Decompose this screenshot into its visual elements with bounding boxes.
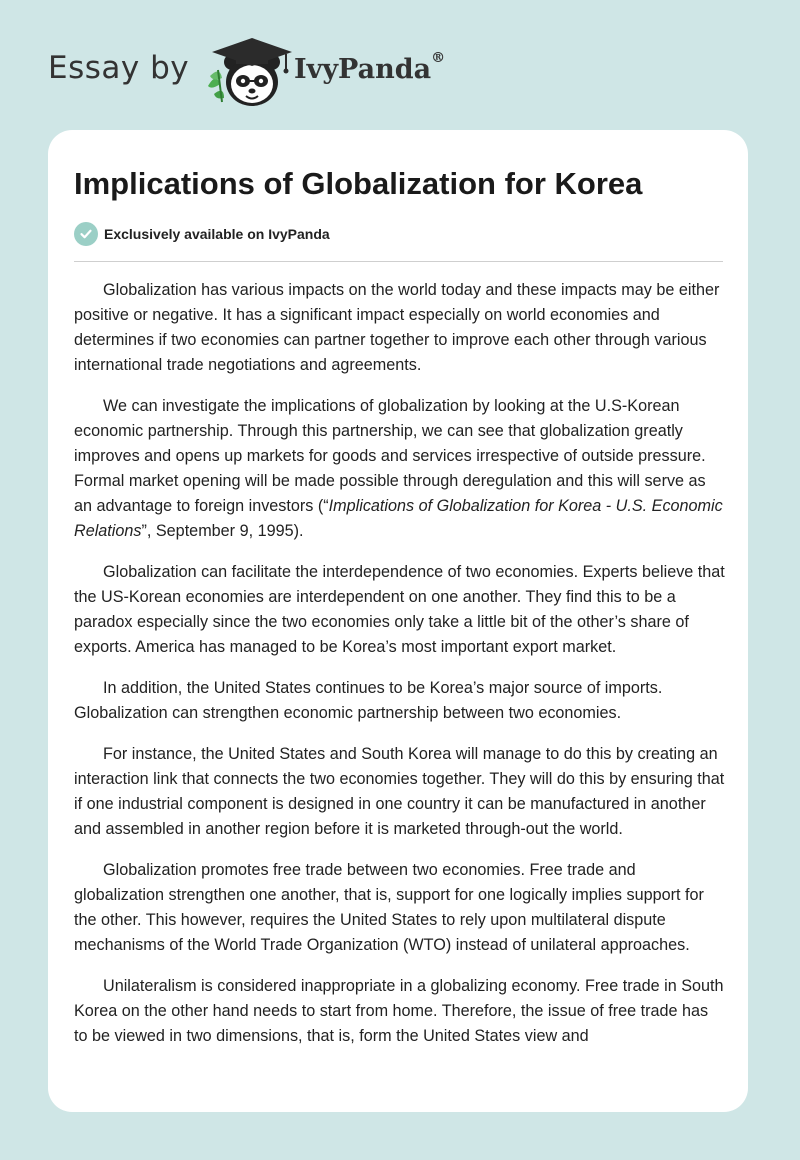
paragraph-5: For instance, the United States and South Korea will manage to do this by creating an interaction link that connects the two economies together. They will do this by ensuring that if one industrial component is designed in one country it can be manufactured in another and assembled in another region before it is marketed through-out the world. (74, 745, 725, 838)
paragraph-7: Unilateralism is considered inappropriate in a globalizing economy. Free trade in South Korea on the other hand needs to start from home. Therefore, the issue of free trade has to be viewed in two dimensions, that is, form the United States view and (74, 977, 724, 1045)
exclusive-badge-label: Exclusively available on IvyPanda (104, 226, 330, 242)
registered-mark: ® (431, 50, 446, 66)
paragraph-6: Globalization promotes free trade between two economies. Free trade and globalization strengthen one another, that is, support for one logically implies support for the other. This however, requires the United States to rely upon multilateral dispute mechanisms of the World Trade Organization (WTO) instead of unilateral approaches. (74, 861, 704, 954)
exclusive-badge (74, 222, 330, 246)
essay-body (74, 278, 726, 1065)
paragraph-1: Globalization has various impacts on the world today and these impacts may be either positive or negative. It has a significant impact especially on world economies and determines if two economies can partner together to improve each other through various international trade negotiations and agreements. (74, 281, 720, 374)
brand-label: IvyPanda (294, 54, 432, 85)
title-divider (74, 261, 723, 262)
essay-by-label: Essay by (48, 50, 190, 86)
paragraph-4: In addition, the United States continues to be Korea’s major source of imports. Globalization can strengthen economic partnership between two economies. (74, 679, 663, 722)
essay-card (48, 130, 748, 1112)
panda-logo-icon[interactable] (200, 36, 300, 108)
paragraph-2-text: We can investigate the implications of globalization by looking at the U.S-Korean economic partnership. Through this partnership, we can see that globalization greatly improves and opens up markets for goods and services irrespective of outside pressure. Formal market opening will be made possible through deregulation and this will serve as an advantage to foreign investors (“ (74, 397, 706, 515)
page-title: Implications of Globalization for Korea (74, 166, 643, 201)
site-header (48, 36, 748, 116)
citation-title: Implications of Globalization for Korea - U.S. Economic Relations (74, 497, 723, 540)
check-circle-icon (74, 222, 98, 246)
paragraph-3: Globalization can facilitate the interdependence of two economies. Experts believe that the US-Korean economies are interdependent on one another. They find this to be a paradox especially since the two economies only take a little bit of the other’s share of exports. America has managed to be Korea’s most important export market. (74, 563, 725, 656)
citation-rest: ”, September 9, 1995). (141, 522, 304, 540)
brand-name[interactable] (294, 50, 446, 85)
paragraph-2 (74, 394, 726, 544)
